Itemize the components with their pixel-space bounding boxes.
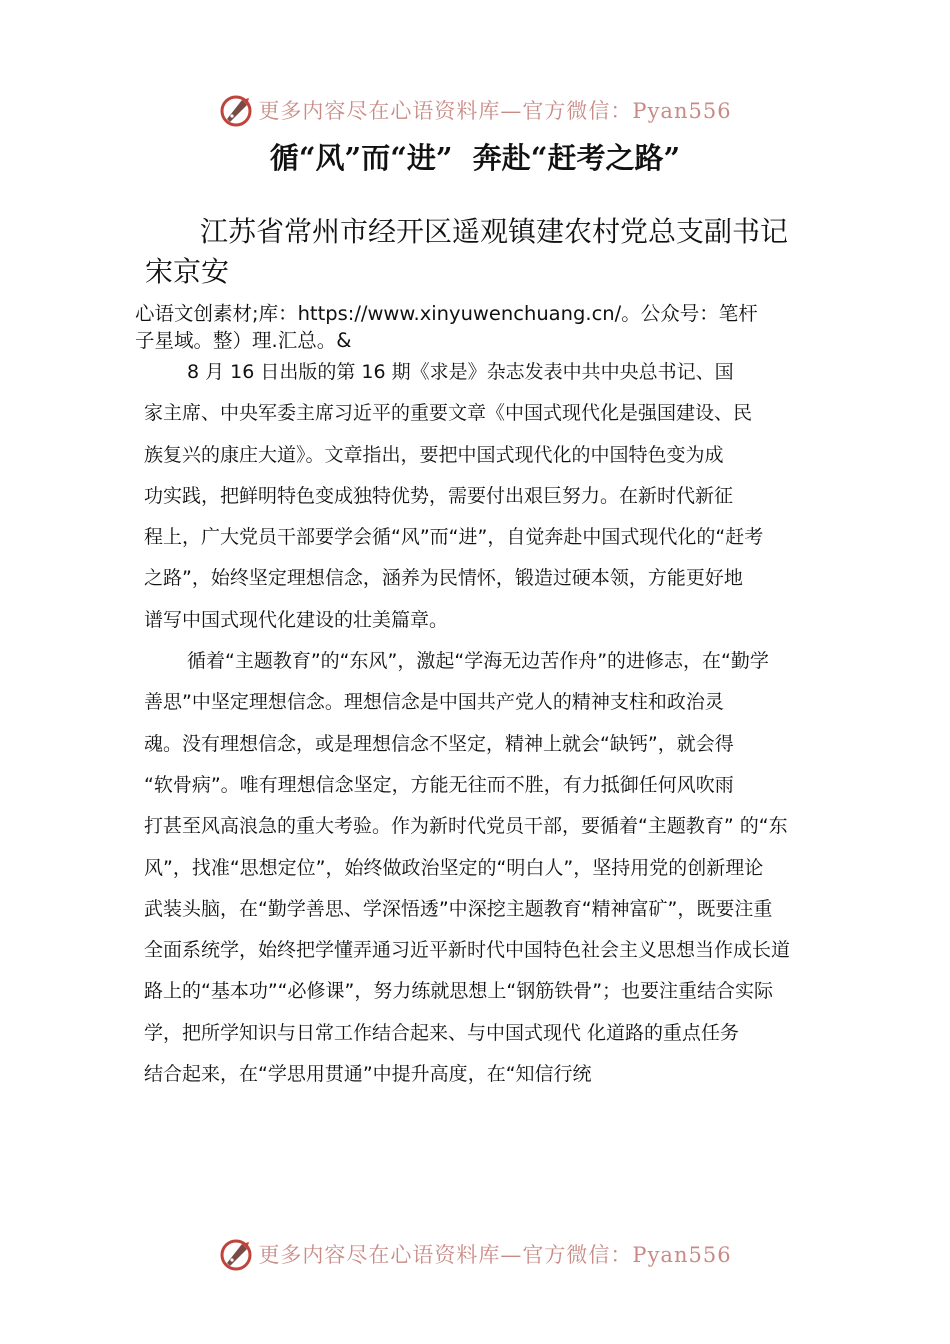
source-line: 心语文创素材;库：https://www.xinyuwenchuang.cn/。公众号：笔杆 <box>135 302 758 325</box>
paragraph-line: 谱写中国式现代化建设的壮美篇章。 <box>144 608 449 631</box>
paragraph-line: 程上，广大党员干部要学会循“风”而“进”，自觉奔赴中国式现代化的“赶考 <box>144 526 764 549</box>
paragraph-line: 学，把所学知识与日常工作结合起来、与中国式现代 化道路的重点任务 <box>144 1021 740 1044</box>
paragraph-line: 打甚至风高浪急的重大考验。作为新时代党员干部，要循着“主题教育” 的“东 <box>144 815 788 838</box>
paragraph-line: 之路”，始终坚定理想信念，涵养为民情怀，锻造过硬本领，方能更好地 <box>144 567 743 590</box>
pen-nib-logo-icon <box>218 1236 254 1272</box>
article-body <box>144 352 834 1095</box>
paragraph-line: 武装头脑，在“勤学善思、学深悟透”中深挖主题教育“精神富矿”，既要注重 <box>144 897 773 920</box>
paragraph-line: 路上的“基本功”“必修课”，努力练就思想上“钢筋铁骨”；也要注重结合实际 <box>144 980 774 1003</box>
paragraph-line: 家主席、中央军委主席习近平的重要文章《中国式现代化是强国建设、民 <box>144 402 753 425</box>
paragraph-line: 族复兴的康庄大道》。文章指出，要把中国式现代化的中国特色变为成 <box>144 443 724 466</box>
paragraph-line: 善思”中坚定理想信念。理想信念是中国共产党人的精神支柱和政治灵 <box>144 691 724 714</box>
banner-text: 更多内容尽在心语资料库—官方微信：Pyan556 <box>258 99 732 123</box>
paragraph-line: 功实践，把鲜明特色变成独特优势，需要付出艰巨努力。在新时代新征 <box>144 484 734 507</box>
banner-text: 更多内容尽在心语资料库—官方微信：Pyan556 <box>258 1243 732 1267</box>
paragraph-line: 结合起来，在“学思用贯通”中提升高度，在“知信行统 <box>144 1063 592 1086</box>
paragraph-line: 循着“主题教育”的“东风”，激起“学海无边苦作舟”的进修志，在“勤学 <box>187 650 769 673</box>
header-banner <box>0 88 950 132</box>
paragraph-line: 魂。没有理想信念，或是理想信念不坚定，精神上就会“缺钙”，就会得 <box>144 732 734 755</box>
footer-banner <box>0 1232 950 1276</box>
paragraph-line: 风”，找准“思想定位”，始终做政治坚定的“明白人”，坚持用党的创新理论 <box>144 856 764 879</box>
source-note <box>135 300 835 354</box>
author-byline <box>145 212 788 292</box>
author-position: 江苏省常州市经开区遥观镇建农村党总支副书记 <box>200 215 789 248</box>
paragraph-line: 8 月 16 日出版的第 16 期《求是》杂志发表中共中央总书记、国 <box>187 361 734 383</box>
paragraph-line: “软骨病”。唯有理想信念坚定，方能无往而不胜，有力抵御任何风吹雨 <box>144 773 734 796</box>
pen-nib-logo-icon <box>218 92 254 128</box>
source-line: 子星域。整）理.汇总。& <box>135 329 352 352</box>
author-name: 宋京安 <box>145 255 230 288</box>
paragraph-line: 全面系统学，始终把学懂弄通习近平新时代中国特色社会主义思想当作成长道 <box>144 939 791 962</box>
page-title: 循“风”而“进” 奔赴“赶考之路” <box>269 141 681 175</box>
